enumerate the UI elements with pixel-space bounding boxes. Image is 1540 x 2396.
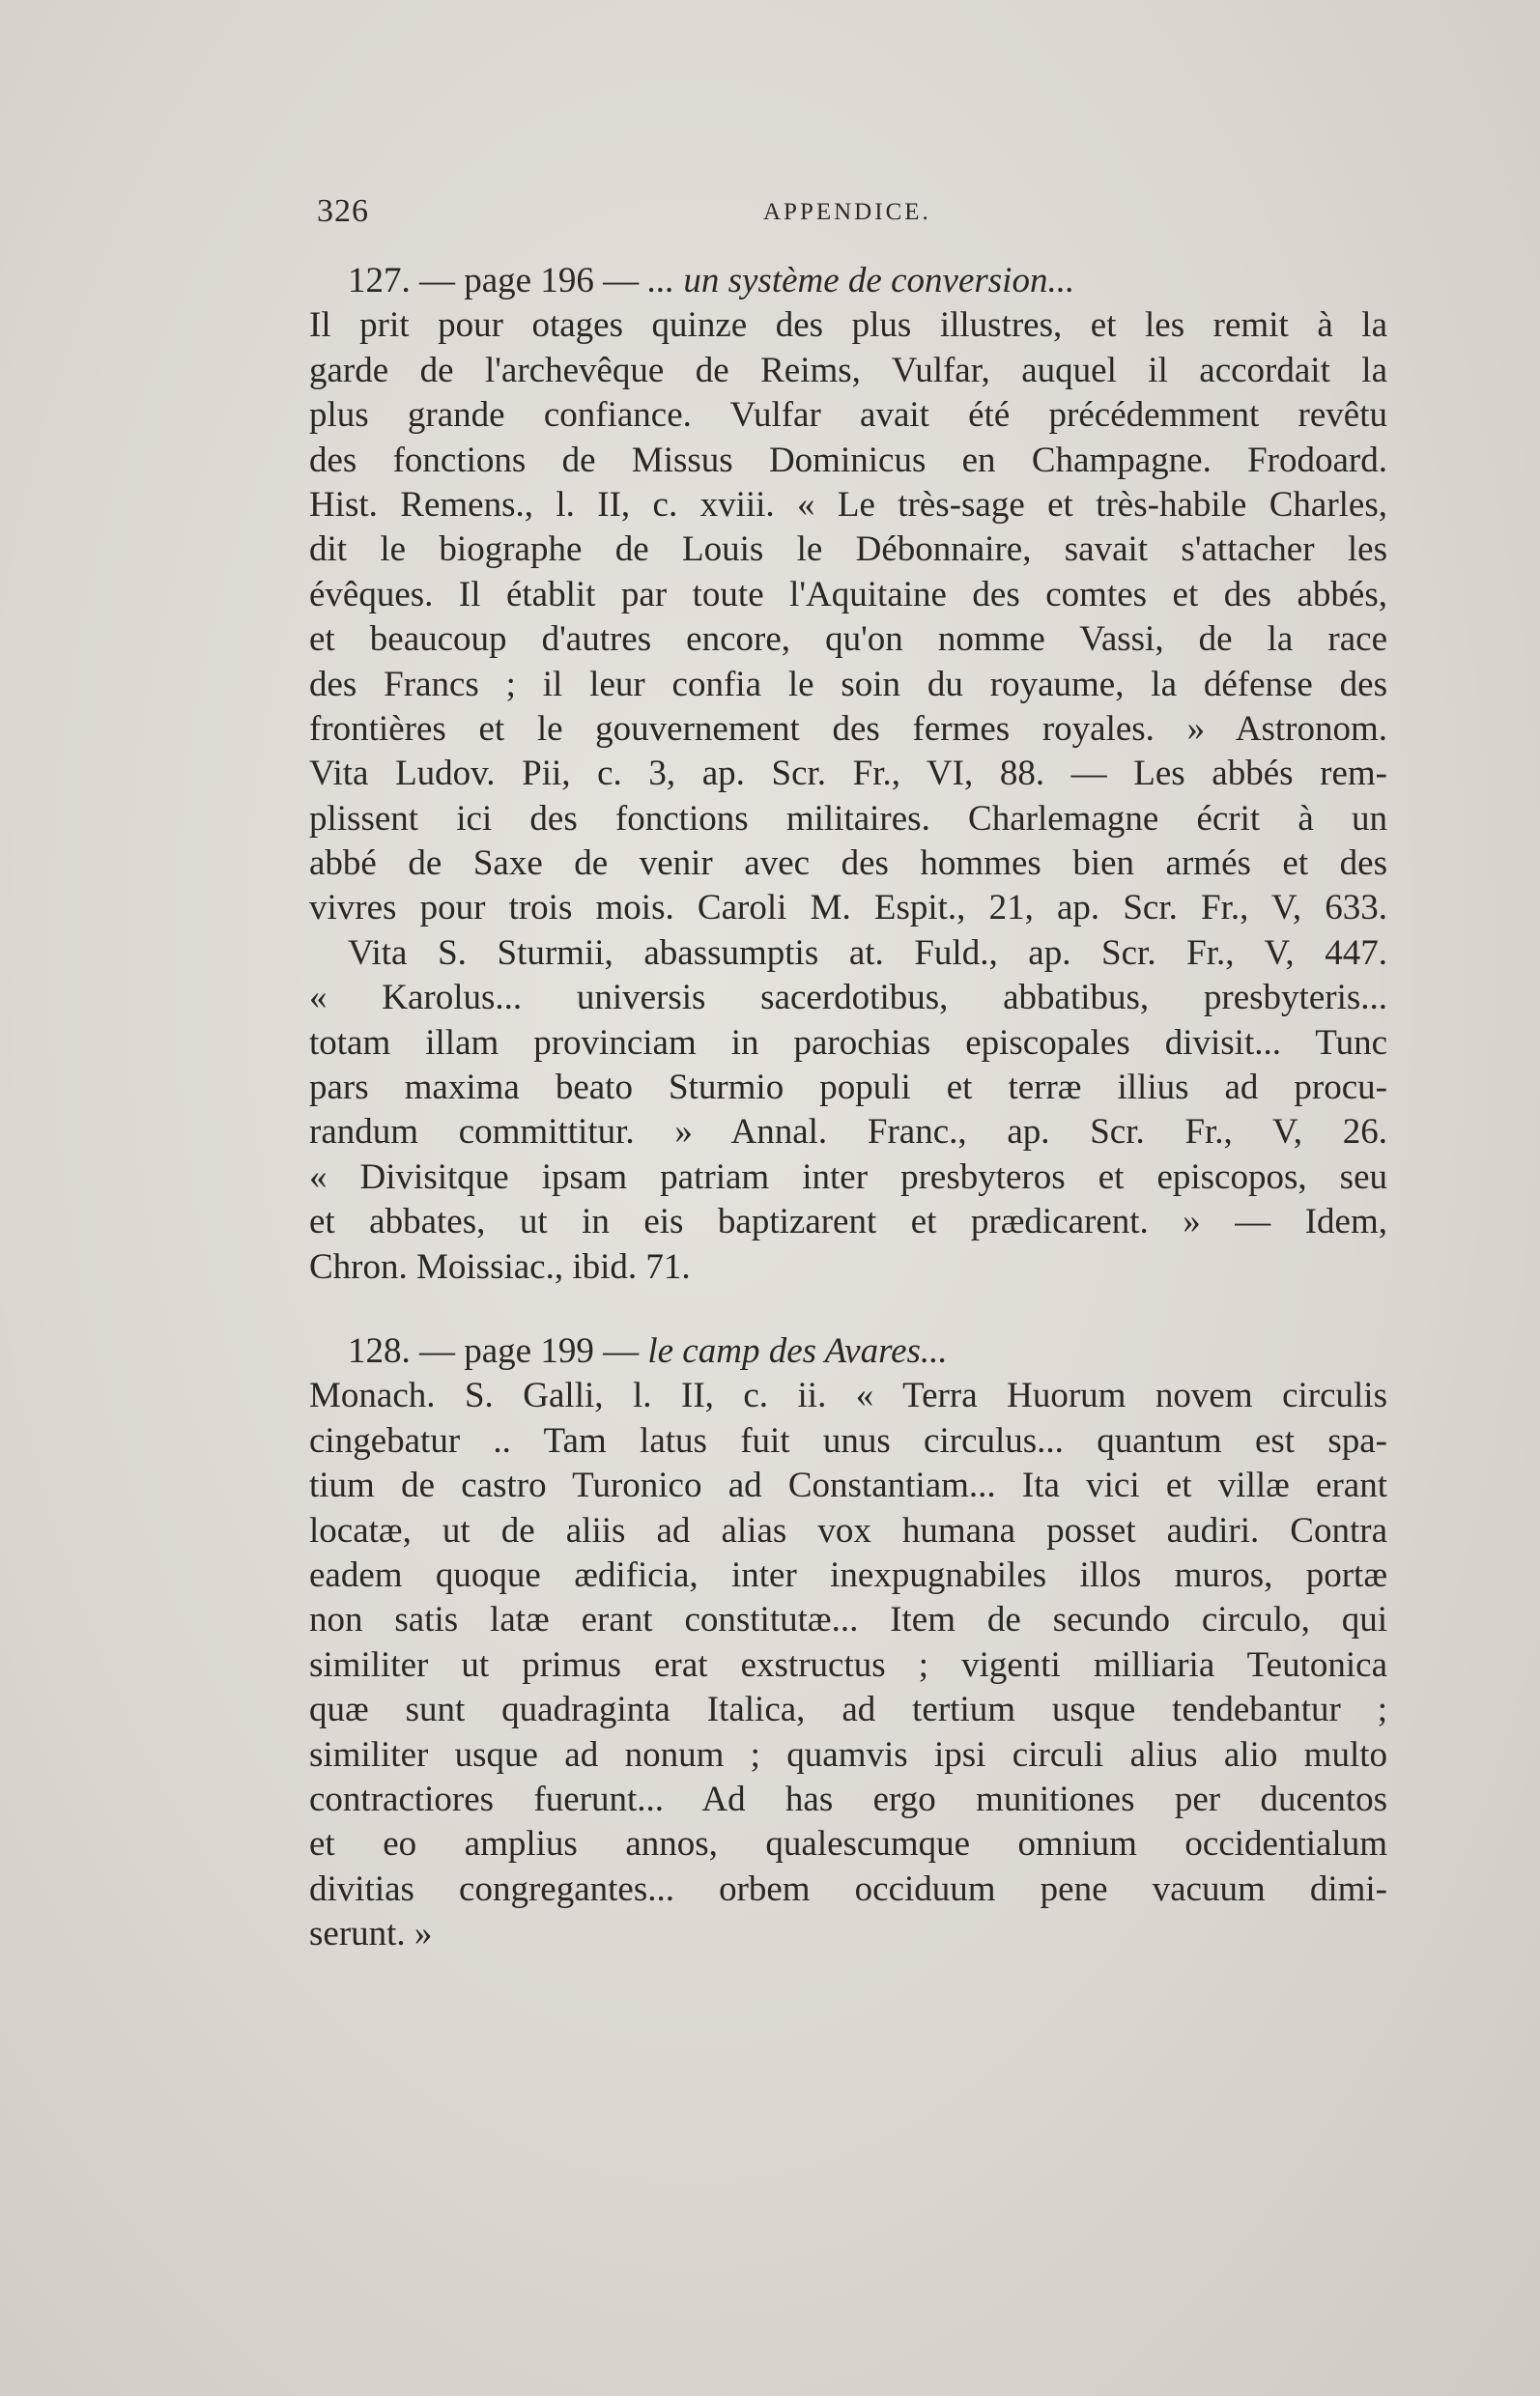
text-line: divitias congregantes... orbem occiduum pene vacuum dimi- [309,1868,1387,1909]
text-line: évêques. Il établit par toute l'Aquitaine des comtes et des abbés, [309,574,1387,614]
text-line: dit le biographe de Louis le Débonnaire, savait s'attacher les [309,529,1387,570]
note-127 [309,259,1387,1290]
text-line: « Karolus... universis sacerdotibus, abbatibus, presbyteris... [309,978,1387,1018]
note-heading-title: ... un système de conversion... [647,261,1075,300]
text-line: frontières et le gouvernement des fermes royales. » Astronom. [309,708,1387,749]
text-line: eadem quoque ædificia, inter inexpugnabiles illos muros, portæ [309,1555,1387,1595]
text-line: Vita S. Sturmii, abassumptis at. Fuld., ap. Scr. Fr., V, 447. [348,932,1387,973]
note-128 [309,1329,1387,1956]
note-heading-prefix: 127. — page 196 — [348,261,648,300]
text-line: pars maxima beato Sturmio populi et terræ illius ad procu- [309,1068,1387,1108]
text-line: Chron. Moissiac., ibid. 71. [309,1246,691,1287]
text-line: plus grande confiance. Vulfar avait été précédemment revêtu [309,395,1387,436]
text-line: totam illam provinciam in parochias episcopales divisit... Tunc [309,1022,1387,1063]
text-line: plissent ici des fonctions militaires. Charlemagne écrit à un [309,798,1387,839]
text-line: des Francs ; il leur confia le soin du royaume, la défense des [309,664,1387,704]
text-line: vivres pour trois mois. Caroli M. Espit., 21, ap. Scr. Fr., V, 633. [309,888,1387,928]
text-line: « Divisitque ipsam patriam inter presbyteros et episcopos, seu [309,1156,1387,1197]
text-line: Monach. S. Galli, l. II, c. ii. « Terra Huorum novem circulis [309,1376,1387,1416]
text-line: contractiores fuerunt... Ad has ergo munitiones per ducentos [309,1779,1387,1819]
text-line: locatæ, ut de aliis ad alias vox humana posset audiri. Contra [309,1510,1387,1551]
text-line: cingebatur .. Tam latus fuit unus circulus... quantum est spa- [309,1420,1387,1461]
text-line: abbé de Saxe de venir avec des hommes bien armés et des [309,843,1387,884]
text-line: et beaucoup d'autres encore, qu'on nomme Vassi, de la race [309,619,1387,660]
note-heading [309,1329,1387,1374]
text-line: similiter ut primus erat exstructus ; vigenti milliaria Teutonica [309,1644,1387,1685]
note-heading [309,259,1387,303]
text-line: non satis latæ erant constitutæ... Item de secundo circulo, qui [309,1600,1387,1640]
text-line: et abbates, ut in eis baptizarent et prædicarent. » — Idem, [309,1202,1387,1242]
text-line: garde de l'archevêque de Reims, Vulfar, auquel il accordait la [309,350,1387,390]
note-heading-title: le camp des Avares... [647,1331,948,1371]
text-line: quæ sunt quadraginta Italica, ad tertium usque tendebantur ; [309,1690,1387,1730]
text-line: des fonctions de Missus Dominicus en Champagne. Frodoard. [309,440,1387,480]
note-heading-prefix: 128. — page 199 — [348,1331,648,1371]
text-line: Il prit pour otages quinze des plus illustres, et les remit à la [309,305,1387,346]
text-line: et eo amplius annos, qualescumque omnium occidentialum [309,1824,1387,1865]
text-line: randum committitur. » Annal. Franc., ap. Scr. Fr., V, 26. [309,1112,1387,1153]
text-line: tium de castro Turonico ad Constantiam... Ita vici et villæ erant [309,1466,1387,1506]
text-line: serunt. » [309,1914,433,1954]
text-line: similiter usque ad nonum ; quamvis ipsi circuli alius alio multo [309,1734,1387,1775]
text-line: Vita Ludov. Pii, c. 3, ap. Scr. Fr., VI, 88. — Les abbés rem- [309,754,1387,794]
text-line: Hist. Remens., l. II, c. xviii. « Le très-sage et très-habile Charles, [309,484,1387,525]
page-number: 326 [317,193,369,229]
running-head: APPENDICE. [763,199,931,225]
page-header [309,193,1411,242]
